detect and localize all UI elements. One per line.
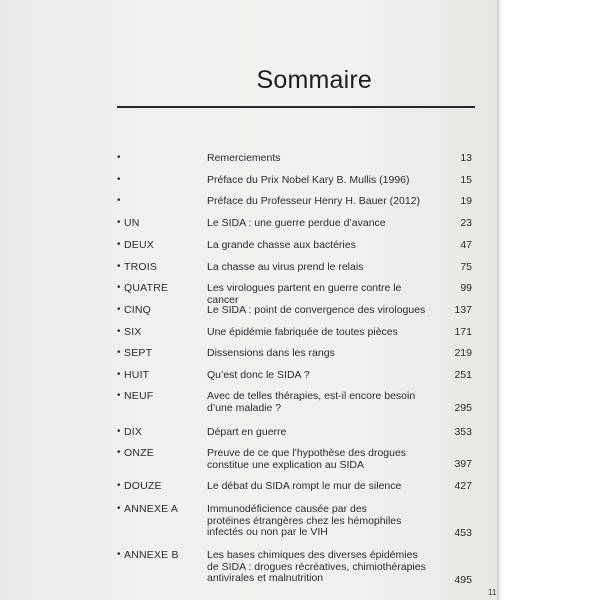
entry-page-number: 427 [454,480,472,492]
entry-page-number: 453 [454,527,472,539]
entry-chapter-label: DOUZE [124,480,162,492]
entry-page-number: 171 [454,326,472,338]
entry-page-number: 397 [454,458,472,470]
entry-chapter-label: NEUF [124,390,154,402]
entry-chapter-label: ONZE [124,447,154,459]
entry-bullet: • [117,426,121,437]
entry-title-line: Dissensions dans les rangs [207,347,335,359]
entry-chapter-label: QUATRE [124,282,169,294]
entry-page-number: 23 [460,217,472,229]
entry-bullet: • [117,174,121,185]
entry-title-line: Preuve de ce que l’hypothèse des drogues [207,447,407,459]
entry-title-line: La chasse au virus prend le relais [207,261,364,273]
entry-page-number: 47 [460,239,472,251]
entry-title-line: Préface du Professeur Henry H. Bauer (2012) [207,195,421,207]
entry-bullet: • [117,549,121,560]
entry-page-number: 15 [460,174,472,186]
entry-page-number: 19 [460,195,472,207]
entry-title-line: Une épidémie fabriquée de toutes pièces [207,326,398,338]
entry-chapter-label: ANNEXE B [124,549,179,561]
page-title: Sommaire [256,66,372,94]
entry-page-number: 251 [454,369,472,381]
entry-chapter-label: CINQ [124,304,152,316]
entry-chapter-label: TROIS [124,261,158,273]
page-edge [497,0,501,600]
entry-page-number: 495 [454,574,472,586]
entry-title-line: antivirales et malnutrition [207,572,324,584]
page-number: 11 [488,588,497,597]
entry-bullet: • [117,480,121,491]
entry-title-line: Immunodéficience causée par des [207,503,367,515]
entry-chapter-label: UN [124,217,140,229]
entry-bullet: • [117,447,121,458]
entry-title-line: Remerciements [207,152,281,164]
entry-title-line: Le SIDA : une guerre perdue d’avance [207,217,386,229]
entry-bullet: • [117,261,121,272]
entry-bullet: • [117,369,121,380]
entry-title-line: Préface du Prix Nobel Kary B. Mullis (1996) [207,174,410,186]
entry-title-line: Les virologues partent en guerre contre le cancer [207,282,402,306]
entry-bullet: • [117,239,121,250]
entry-chapter-label: DIX [124,426,143,438]
entry-title-line: d’une maladie ? [207,401,282,414]
entry-page-number: 75 [460,261,472,273]
entry-title-line: Les bases chimiques des diverses épidémies [207,549,418,561]
entry-page-number: 13 [460,152,472,164]
entry-page-number: 137 [454,304,472,316]
entry-bullet: • [117,217,121,228]
entry-title-line: Qu’est donc le SIDA ? [207,369,310,381]
entry-page-number: 219 [454,347,472,359]
entry-title-line: infectés ou non par le VIH [207,526,328,538]
entry-bullet: • [117,326,121,337]
entry-title-line: Départ en guerre [207,426,287,438]
entry-chapter-label: ANNEXE A [124,503,179,515]
entry-bullet: • [117,304,121,315]
entry-bullet: • [117,347,121,358]
entry-chapter-label: SIX [124,326,142,338]
entry-title-line: Le SIDA : point de convergence des virologues [207,304,426,316]
entry-title-line: de SIDA : drogues récréatives, chimiothérapies [207,560,426,573]
entry-chapter-label: HUIT [124,369,150,381]
entry-title-line: Le débat du SIDA rompt le mur de silence [207,480,402,492]
entry-bullet: • [117,390,121,401]
entry-title-line: constitue une explication au SIDA [207,458,365,471]
entry-bullet: • [117,152,121,163]
entry-page-number: 353 [454,426,472,438]
entry-bullet: • [117,503,121,514]
entry-title-line: La grande chasse aux bactéries [207,239,356,251]
entry-page-number: 99 [460,282,472,294]
entry-chapter-label: SEPT [124,347,153,359]
entry-bullet: • [117,195,121,206]
entry-title-line: protéines étrangères chez les hémophiles [207,514,402,527]
entry-bullet: • [117,282,121,293]
entry-chapter-label: DEUX [124,239,154,251]
entry-page-number: 295 [454,402,472,414]
entry-title-line: Avec de telles thérapies, est-il encore besoin [207,390,416,402]
